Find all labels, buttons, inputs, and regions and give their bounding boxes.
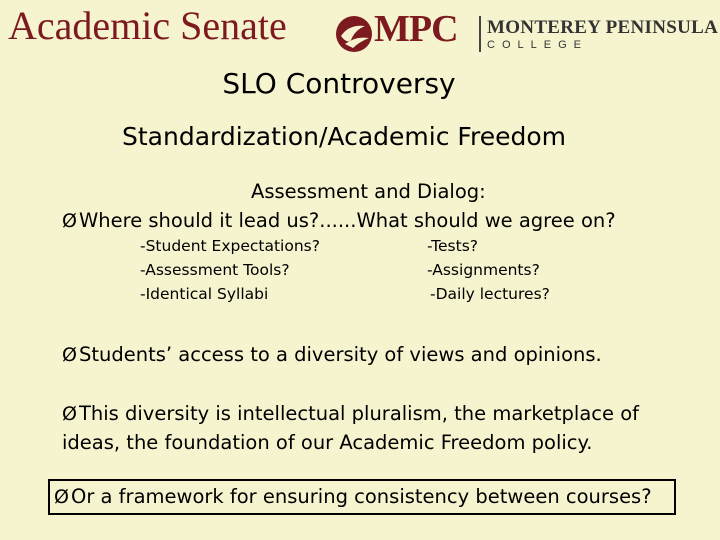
list-item: -Identical Syllabi xyxy=(140,285,269,303)
arrow-bullet-icon: Ø xyxy=(62,344,77,366)
logo-divider xyxy=(479,16,481,52)
logo-institution-name: MONTEREY PENINSULA xyxy=(487,17,719,38)
list-item: -Assessment Tools? xyxy=(140,261,290,279)
pluralism-bullet-continuation: ideas, the foundation of our Academic Freedom policy. xyxy=(62,431,593,454)
arrow-bullet-icon: Ø xyxy=(62,210,77,232)
slide-title: SLO Controversy xyxy=(222,67,456,100)
pluralism-bullet: Ø This diversity is intellectual pluralism, the marketplace of xyxy=(62,402,640,425)
logo-college-label: COLLEGE xyxy=(487,39,588,51)
list-item: -Student Expectations? xyxy=(140,237,320,255)
list-item: -Daily lectures? xyxy=(430,285,550,303)
list-item: -Tests? xyxy=(427,237,478,255)
arrow-bullet-icon: Ø xyxy=(54,486,69,508)
senate-label: Academic Senate xyxy=(8,3,287,48)
assessment-heading: Assessment and Dialog: xyxy=(251,180,486,203)
list-item: -Assignments? xyxy=(427,261,540,279)
logo-mpc: MPC xyxy=(374,8,458,50)
slide-subtitle: Standardization/Academic Freedom xyxy=(122,122,566,151)
framework-bullet: Ø Or a framework for ensuring consistency between courses? xyxy=(54,485,652,508)
arrow-bullet-icon: Ø xyxy=(62,403,77,425)
question-bullet: Ø Where should it lead us?......What should we agree on? xyxy=(62,209,616,232)
diversity-bullet: Ø Students’ access to a diversity of views and opinions. xyxy=(62,343,602,366)
college-seal-icon xyxy=(335,14,373,54)
